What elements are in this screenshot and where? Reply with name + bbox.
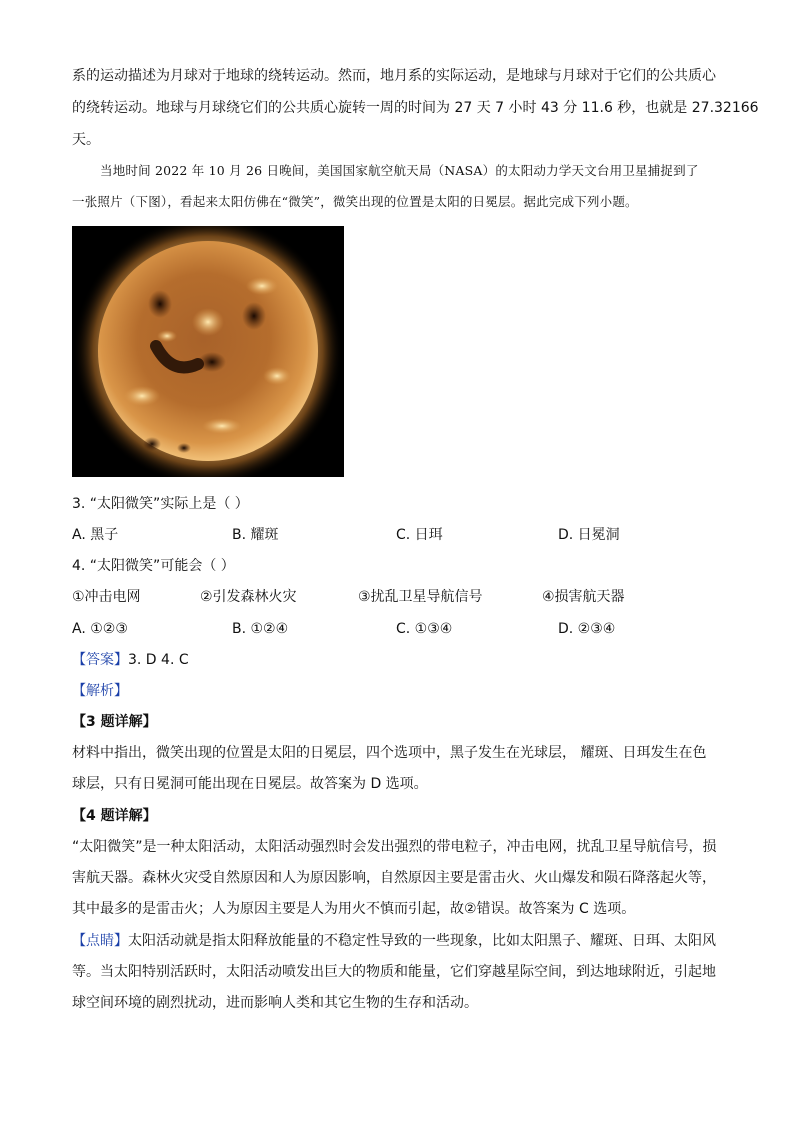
note-line-2: 等。当太阳特别活跃时，太阳活动喷发出巨大的物质和能量，它们穿越星际空间，到达地球附近，引起地 [72, 964, 716, 980]
intro-line-2: 的绕转运动。地球与月球绕它们的公共质心旋转一周的时间为 27 天 7 小时 43 分 11.6 秒，也就是 27.32166 [72, 100, 759, 116]
detail4-line-1: “太阳微笑”是一种太阳活动，太阳活动强烈时会发出强烈的带电粒子，冲击电网，扰乱卫星导航信号，损 [72, 839, 717, 855]
detail3-line-2: 球层，只有日冕洞可能出现在日冕层。故答案为 D 选项。 [72, 776, 428, 792]
q3-option-c[interactable]: C. 日珥 [396, 527, 443, 543]
q4-option-c[interactable]: C. ①③④ [396, 621, 453, 637]
detail3-heading: 【3 题详解】 [72, 714, 157, 730]
passage-line-1: 当地时间 2022 年 10 月 26 日晚间，美国国家航空航天局（NASA）的太阳动力学天文台用卫星捕捉到了 [100, 163, 699, 178]
answer-tag: 【答案】 [72, 652, 128, 668]
q4-statement-3: ③扰乱卫星导航信号 [358, 589, 483, 605]
answer-line [72, 650, 189, 670]
q4-statement-4: ④损害航天器 [542, 589, 625, 605]
detail4-line-3: 其中最多的是雷击火；人为原因主要是人为用火不慎而引起，故②错误。故答案为 C 选项。 [72, 901, 636, 917]
q3-stem: 3. “太阳微笑”实际上是（ ） [72, 496, 249, 512]
q3-option-b[interactable]: B. 耀斑 [232, 527, 279, 543]
detail4-heading: 【4 题详解】 [72, 808, 157, 824]
q4-option-a[interactable]: A. ①②③ [72, 621, 128, 637]
q3-option-a[interactable]: A. 黑子 [72, 527, 119, 543]
smiling-sun-photo [72, 226, 344, 477]
q3-option-d[interactable]: D. 日冕洞 [558, 527, 620, 543]
note-text-1: 太阳活动就是指太阳释放能量的不稳定性导致的一些现象，比如太阳黑子、耀斑、日珥、太阳风 [128, 933, 716, 949]
analysis-tag: 【解析】 [72, 683, 128, 699]
note-line-3: 球空间环境的剧烈扰动，进而影响人类和其它生物的生存和活动。 [72, 995, 478, 1011]
intro-line-1: 系的运动描述为月球对于地球的绕转运动。然而，地月系的实际运动，是地球与月球对于它们的公共质心 [72, 68, 716, 84]
answer-text: 3. D 4. C [128, 652, 189, 668]
intro-line-3: 天。 [72, 132, 100, 148]
q4-stem: 4. “太阳微笑”可能会（ ） [72, 558, 235, 574]
q4-statement-1: ①冲击电网 [72, 589, 141, 605]
q4-statement-2: ②引发森林火灾 [200, 589, 297, 605]
note-tag: 【点睛】 [72, 933, 128, 949]
passage-line-2: 一张照片（下图），看起来太阳仿佛在“微笑”，微笑出现的位置是太阳的日冕层。据此完成下列小题。 [72, 194, 638, 209]
q4-option-d[interactable]: D. ②③④ [558, 621, 616, 637]
detail3-line-1: 材料中指出，微笑出现的位置是太阳的日冕层，四个选项中，黑子发生在光球层， 耀斑、日珥发生在色 [72, 745, 707, 761]
detail4-line-2: 害航天器。森林火灾受自然原因和人为原因影响，自然原因主要是雷击火、火山爆发和陨石降落起火等， [72, 870, 716, 886]
q4-option-b[interactable]: B. ①②④ [232, 621, 289, 637]
note-line-1 [72, 931, 716, 951]
